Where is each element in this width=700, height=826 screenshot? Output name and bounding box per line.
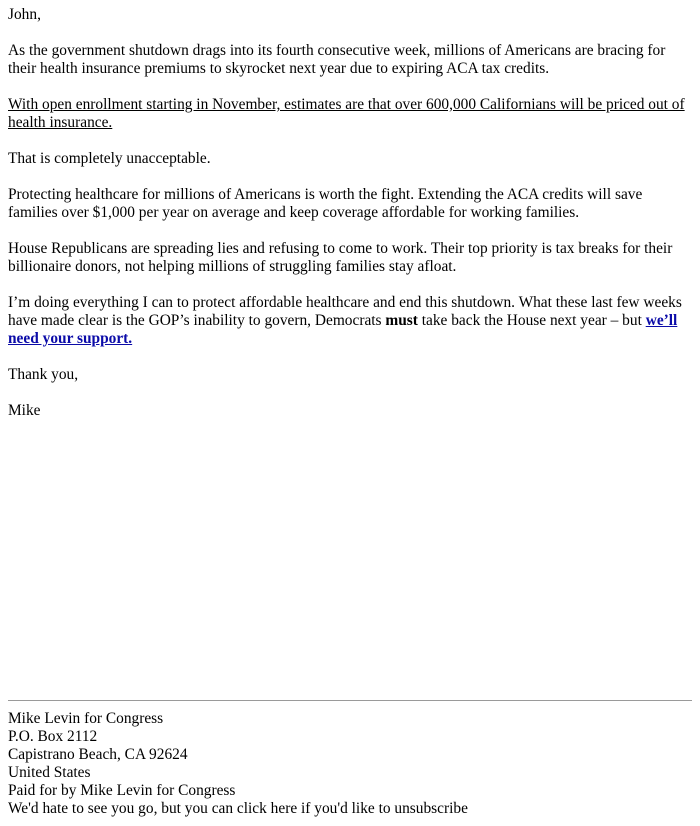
paragraph-republicans: House Republicans are spreading lies and refusing to come to work. Their top priority is tax breaks for their billionaire donors, not helping millions of struggling families stay afloat. [8, 240, 673, 275]
closing: Thank you, [8, 366, 79, 383]
greeting: John, [8, 6, 41, 23]
footer-country: United States [8, 764, 91, 781]
paragraph-unacceptable: That is completely unacceptable. [8, 150, 211, 167]
paragraph-healthcare: Protecting healthcare for millions of Americans is worth the fight. Extending the ACA credits will save families over $1,000 per year on average and keep coverage affordable for working families. [8, 186, 643, 221]
footer-unsubscribe[interactable]: We'd hate to see you go, but you can click here if you'd like to unsubscribe [8, 800, 468, 817]
email-footer [8, 700, 692, 818]
email-body [8, 6, 694, 438]
support-text-start: I’m doing everything I can to protect affordable healthcare and end this shutdown. What these last few weeks have made clear is the GOP’s inability to govern, Democrats [8, 294, 682, 329]
footer-address-line1: P.O. Box 2112 [8, 728, 98, 745]
paragraph-support [8, 294, 694, 348]
footer-address-line2: Capistrano Beach, CA 92624 [8, 746, 188, 763]
signature: Mike [8, 402, 41, 419]
paragraph-enrollment: With open enrollment starting in November, estimates are that over 600,000 Californians will be priced out of health insurance. [8, 96, 685, 131]
emphasis-must: must [385, 312, 418, 329]
support-link[interactable]: we’ll need your support. [8, 312, 678, 347]
footer-divider [8, 700, 692, 701]
footer-paid-for: Paid for by Mike Levin for Congress [8, 782, 236, 799]
paragraph-shutdown: As the government shutdown drags into its fourth consecutive week, millions of Americans are bracing for their health insurance premiums to skyrocket next year due to expiring ACA tax credits. [8, 42, 666, 77]
support-text-middle: take back the House next year – but [417, 312, 646, 329]
footer-org: Mike Levin for Congress [8, 710, 164, 727]
